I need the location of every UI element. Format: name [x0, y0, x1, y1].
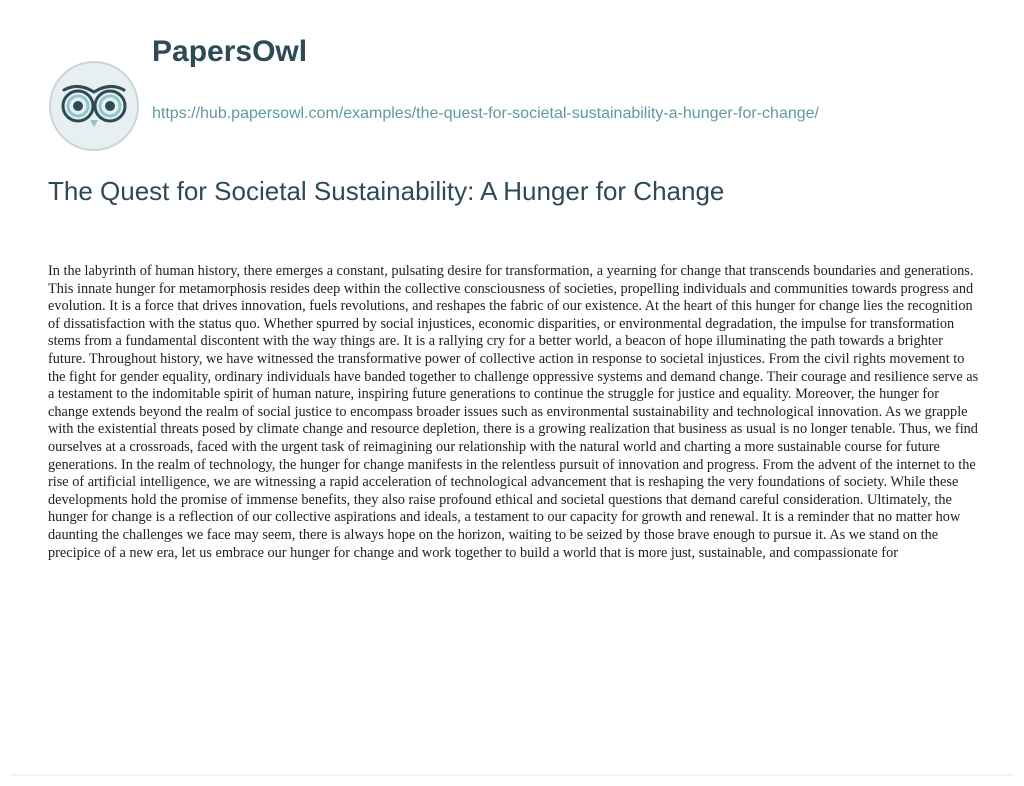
- bottom-divider: [10, 774, 1014, 776]
- source-url-link[interactable]: https://hub.papersowl.com/examples/the-quest-for-societal-sustainability-a-hunger-for-change/: [152, 105, 819, 122]
- brand-name: PapersOwl: [152, 35, 308, 68]
- page-header: [48, 32, 978, 152]
- document-title: The Quest for Societal Sustainability: A Hunger for Change: [48, 176, 725, 206]
- owl-eyes-icon: [48, 60, 140, 152]
- document-body: In the labyrinth of human history, there emerges a constant, pulsating desire for transformation, a yearning for change that transcends boundaries and generations. This innate hunger for metamorphosis resides deep within the collective consciousness of societies, propelling individuals and communities towards progress and evolution. It is a force that drives innovation, fuels revolutions, and reshapes the fabric of our existence. At the heart of this hunger for change lies the recognition of dissatisfaction with the status quo. Whether spurred by social injustices, economic disparities, or environmental degradation, the impulse for transformation stems from a fundamental discontent with the way things are. It is a rallying cry for a better world, a beacon of hope illuminating the path towards a brighter future. Throughout history, we have witnessed the transformative power of collective action in response to societal injustices. From the civil rights movement to the fight for gender equality, ordinary individuals have banded together to challenge oppressive systems and demand change. Their courage and resilience serve as a testament to the indomitable spirit of human nature, inspiring future generations to continue the struggle for justice and equality. Moreover, the hunger for change extends beyond the realm of social justice to encompass broader issues such as environmental sustainability and technological innovation. As we grapple with the existential threats posed by climate change and resource depletion, there is a growing realization that business as usual is no longer tenable. Thus, we find ourselves at a crossroads, faced with the urgent task of reimagining our relationship with the natural world and charting a more sustainable course for future generations. In the realm of technology, the hunger for change manifests in the relentless pursuit of innovation and progress. From the advent of the internet to the rise of artificial intelligence, we are witnessing a rapid acceleration of technological advancement that is reshaping the very foundations of society. While these developments hold the promise of immense benefits, they also raise profound ethical and societal questions that demand careful consideration. Ultimately, the hunger for change is a reflection of our collective aspirations and ideals, a testament to our capacity for growth and renewal. It is a reminder that no matter how daunting the challenges we face may seem, there is always hope on the horizon, waiting to be seized by those brave enough to pursue it. As we stand on the precipice of a new era, let us embrace our hunger for change and work together to build a world that is more just, sustainable, and compassionate for: [48, 263, 979, 561]
